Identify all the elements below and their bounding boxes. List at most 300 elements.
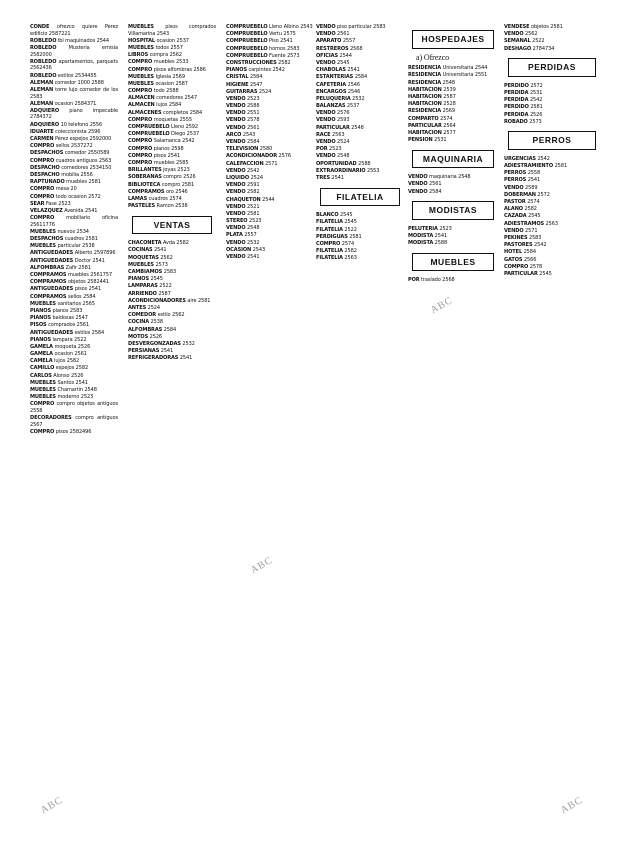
ad-text: torre lujo comedor de los 2583	[30, 86, 118, 100]
ad-keyword: MUEBLES	[30, 300, 56, 307]
ad-entry	[128, 348, 216, 355]
ad-keyword: FILATELIA	[316, 226, 343, 233]
ad-text: Universitaria 2544	[442, 65, 488, 72]
ad-entry	[316, 60, 404, 67]
ad-entry	[128, 182, 216, 189]
ad-entry	[316, 53, 404, 60]
ad-text: completos 2584	[163, 109, 203, 116]
ad-keyword: CHAQUETON	[226, 196, 261, 203]
ad-text: compro 2526	[163, 174, 196, 181]
ad-text: Doctor 2541	[74, 257, 105, 264]
ad-entry	[30, 186, 118, 193]
ad-entry	[316, 31, 404, 38]
ad-text: 2588	[434, 240, 448, 247]
ad-keyword: VENDO	[226, 124, 246, 131]
ad-entry	[504, 249, 600, 256]
ad-keyword: DESVERGONZADAS	[128, 340, 181, 347]
ad-text: carpintes 2542	[248, 67, 285, 74]
ad-keyword: VENDO	[316, 117, 336, 124]
ad-keyword: PERDIDO	[504, 82, 529, 89]
ad-keyword: VENDO	[226, 103, 246, 110]
ad-text: 2531	[529, 89, 543, 96]
ad-entry	[316, 146, 404, 153]
ad-entry	[316, 67, 404, 74]
ad-text: Ibi maquinados 2544	[57, 37, 110, 44]
ad-text: Vertu 2575	[269, 31, 296, 38]
ad-text: lujos 2584	[156, 102, 182, 109]
ad-entry	[30, 208, 118, 215]
ad-keyword: ADIESTRAMIENTO	[504, 163, 554, 170]
ad-text: 2551	[247, 110, 260, 117]
ad-keyword: MUEBLES	[128, 44, 154, 51]
ad-entry	[226, 189, 314, 196]
ad-text: pisos 2582496	[55, 428, 92, 435]
ad-text: 2541	[527, 177, 541, 184]
ad-keyword: CALEFACCION	[226, 160, 264, 167]
ad-text: 2577	[443, 129, 456, 136]
ad-entry	[30, 308, 118, 315]
ad-keyword: OCASION	[226, 246, 252, 253]
ad-keyword: COMPRO	[128, 59, 153, 66]
ad-text: 2522	[344, 226, 357, 233]
ad-keyword: MUEBLES	[30, 387, 56, 393]
watermark: ABC	[558, 794, 585, 817]
ad-text: 2544	[339, 52, 352, 59]
ad-entry	[128, 67, 216, 74]
ad-entry	[30, 101, 118, 108]
ad-entry	[128, 341, 216, 348]
ad-keyword: ROBLEDO	[30, 72, 57, 79]
ad-keyword: COCINAS	[128, 247, 153, 254]
ad-text: comedor 1000 2588	[54, 79, 104, 86]
ad-text: 2548	[351, 124, 364, 131]
ad-keyword: MUEBLES	[30, 243, 56, 250]
ad-text: nuevos 2534	[57, 228, 89, 235]
ad-entry	[226, 103, 314, 110]
ad-entry	[30, 150, 118, 157]
ad-text: pisos 2541	[153, 152, 181, 159]
ad-text: comedores 2534150	[61, 164, 112, 171]
ad-keyword: MUEBLES	[128, 261, 154, 268]
ad-entry	[30, 129, 118, 136]
ad-text: Avenida 2541	[64, 207, 98, 214]
ad-keyword: VENDO	[504, 184, 524, 191]
ad-keyword: VENDO	[226, 210, 246, 217]
ad-keyword: ANTIGUEDADES	[30, 286, 74, 293]
ad-entry	[30, 373, 118, 380]
ad-text: 2581	[349, 233, 362, 240]
ad-entry	[30, 315, 118, 322]
ad-keyword: CONDE	[30, 24, 50, 30]
ad-keyword: COMPRO	[128, 159, 153, 166]
ad-keyword: CONSTRUCCIONES	[226, 59, 277, 66]
ad-entry	[128, 95, 216, 102]
ad-keyword: HOSPITAL	[128, 37, 155, 44]
ad-entry	[30, 243, 118, 250]
ad-entry	[226, 240, 314, 247]
ad-text: maquinaria 2548	[429, 174, 471, 181]
ad-keyword: TELEVISION	[226, 146, 259, 153]
ad-keyword: ADQUIERO	[30, 121, 60, 128]
ad-text: Alonso 2526	[53, 372, 84, 379]
ad-text: aire 2581	[187, 297, 211, 304]
ad-keyword: LAMAS	[128, 195, 148, 202]
ad-text: 2591	[247, 182, 260, 189]
ad-entry	[30, 322, 118, 329]
ad-text: 10 telefono 2556	[60, 121, 103, 128]
ad-keyword: ANTIGUEDADES	[30, 257, 74, 264]
ad-entry	[30, 279, 118, 286]
ad-entry	[226, 247, 314, 254]
ad-text: 2522	[532, 38, 545, 45]
ad-text: 2581	[530, 104, 543, 111]
ad-keyword: CAMELA	[30, 358, 53, 365]
ad-keyword: BLANCO	[316, 212, 339, 219]
ad-keyword: COMEDOR	[128, 312, 157, 319]
ad-text: sanitarios 2565	[57, 300, 95, 307]
ad-text: comedor 2550589	[64, 150, 110, 157]
column-1	[30, 24, 118, 860]
ad-entry	[226, 24, 314, 31]
ad-keyword: RESIDENCIA	[408, 108, 442, 115]
ad-text: Iglesia 2569	[155, 73, 185, 80]
ad-entry	[128, 74, 216, 81]
ad-text: ocasion 2537	[156, 37, 189, 44]
ad-keyword: DESPACHO	[30, 164, 60, 171]
ad-keyword: ANTES	[128, 304, 147, 311]
ad-entry	[128, 276, 216, 283]
ad-entry	[408, 72, 498, 79]
ad-entry	[128, 312, 216, 319]
ad-text: 2561	[337, 31, 350, 38]
ad-text: pianos 2583	[52, 307, 83, 314]
ad-text: 2544	[262, 196, 275, 203]
ad-entry	[30, 358, 118, 365]
ad-text: 2571	[525, 227, 538, 234]
ad-entry	[226, 96, 314, 103]
ad-keyword: ADQUIERO	[30, 107, 60, 114]
ad-entry	[30, 158, 118, 165]
ad-entry	[128, 203, 216, 210]
ad-keyword: ALMACEN	[128, 102, 155, 109]
ad-entry	[128, 52, 216, 59]
ad-keyword: DESHAGO	[504, 45, 532, 52]
ad-keyword: CAMBIAMOS	[128, 269, 163, 276]
ad-keyword: MUEBLES	[128, 73, 154, 80]
ad-keyword: ANTIGUEDADES	[30, 250, 74, 257]
ad-keyword: HABITACION	[408, 86, 442, 93]
section-heading: HOSPEDAJES	[412, 30, 494, 49]
ad-entry	[316, 110, 404, 117]
ad-keyword: ENCARGOS	[316, 88, 347, 95]
ad-keyword: VENDO	[316, 24, 336, 30]
ad-entry	[226, 117, 314, 124]
ad-keyword: PENSION	[408, 137, 433, 144]
ad-entry	[316, 153, 404, 160]
ad-text: 2561	[247, 124, 260, 131]
ad-keyword: ARCO	[226, 131, 242, 138]
ad-entry	[226, 197, 314, 204]
ad-keyword: COMPRO	[128, 66, 153, 73]
ad-keyword: MODISTA	[408, 240, 434, 247]
ad-text: lujos 2582	[54, 358, 80, 365]
ad-keyword: PERDIDO	[504, 104, 529, 111]
ad-keyword: VENDO	[226, 239, 246, 246]
ad-entry	[30, 286, 118, 293]
ad-text: 2557	[342, 38, 356, 45]
ad-entry	[128, 102, 216, 109]
ad-keyword: PELUQUERIA	[316, 95, 351, 102]
ad-entry	[408, 233, 498, 240]
ad-text: 2541	[347, 67, 360, 74]
ad-text: todo 2588	[153, 88, 179, 95]
ad-keyword: LAMPARAS	[128, 283, 158, 290]
ad-entry	[30, 136, 118, 143]
ad-text: Piso 2541	[269, 38, 293, 45]
ad-entry	[408, 116, 498, 123]
ad-entry	[316, 96, 404, 103]
ad-text: 2526	[529, 111, 543, 118]
ad-keyword: PIANOS	[30, 315, 51, 322]
ad-keyword: PERSIANAS	[128, 348, 160, 355]
ad-text: moderno 2523	[57, 394, 94, 401]
ad-entry	[30, 337, 118, 344]
ad-text: Lleno Albino 2543	[269, 24, 313, 30]
ad-keyword: ADIESTRAMOS	[504, 220, 545, 227]
ad-keyword: ARRIENDO	[128, 290, 157, 297]
ad-text: 2582	[278, 59, 291, 66]
column-2	[128, 24, 216, 860]
section-heading: MAQUINARIA	[412, 150, 494, 169]
ad-entry	[30, 59, 118, 72]
ad-entry	[226, 46, 314, 53]
ad-entry	[30, 351, 118, 358]
ad-keyword: VENDO	[316, 59, 336, 66]
ad-text: 2576	[278, 153, 291, 160]
ad-keyword: BRILLANTES	[128, 167, 162, 174]
ad-keyword: PERDIDA	[504, 111, 529, 118]
ad-entry	[316, 82, 404, 89]
ad-entry	[226, 110, 314, 117]
ad-text: 2562	[160, 254, 173, 261]
ad-entry	[226, 38, 314, 45]
ad-text: 2574	[341, 240, 355, 247]
ad-entry	[226, 218, 314, 225]
ad-text: 2532	[352, 95, 365, 102]
ad-text: moquetas 2555	[153, 116, 192, 123]
ad-entry	[226, 254, 314, 261]
ad-entry	[128, 269, 216, 276]
ad-entry	[504, 46, 600, 53]
ad-keyword: MODISTA	[408, 233, 434, 239]
ad-entry	[30, 301, 118, 308]
ad-entry	[408, 65, 498, 72]
ad-keyword: VENDO	[316, 139, 336, 145]
ad-keyword: PERDIGUAS	[316, 233, 348, 240]
ad-entry	[408, 240, 498, 247]
ad-text: 2545	[340, 212, 353, 219]
ad-keyword: COMPRO	[30, 186, 55, 193]
ad-keyword: VENDO	[226, 167, 246, 174]
ad-entry	[504, 199, 600, 206]
ad-text: 2578	[247, 117, 260, 124]
ad-entry	[226, 161, 314, 168]
ad-text: traslado 2568	[421, 277, 455, 284]
ad-text: 2524	[258, 88, 272, 95]
ad-entry	[316, 117, 404, 124]
section-heading: PERROS	[508, 131, 596, 150]
ad-entry	[226, 168, 314, 175]
ad-text: 2784734	[532, 45, 555, 52]
ad-text: pisos alfombras 2586	[153, 66, 206, 73]
ad-entry	[128, 262, 216, 269]
ad-entry	[128, 334, 216, 341]
ad-keyword: VELAZQUEZ	[30, 207, 63, 214]
ad-keyword: PISOS	[30, 322, 47, 329]
ad-keyword: DOBERMAN	[504, 191, 536, 198]
ad-keyword: MUEBLES	[30, 379, 56, 386]
ad-text: 2593	[337, 117, 350, 124]
ad-entry	[316, 139, 404, 146]
ad-entry	[128, 59, 216, 66]
ad-keyword: HABITACION	[408, 101, 442, 108]
ad-text: 2545	[539, 270, 552, 277]
ad-entry	[408, 80, 498, 87]
ad-keyword: ESTANTERIAS	[316, 74, 354, 81]
ad-text: pianos 2598	[153, 145, 184, 152]
ad-text: 2542	[247, 167, 260, 174]
ad-text: Diego 2537	[171, 131, 200, 138]
ad-entry	[408, 94, 498, 101]
ad-entry	[128, 305, 216, 312]
ad-text: 2541	[331, 174, 344, 181]
ad-keyword: BIBLIOTECA	[128, 181, 161, 188]
ad-entry	[226, 182, 314, 189]
ad-text: sellos 2584	[67, 293, 96, 300]
ad-keyword: RAPTUNADO	[30, 179, 65, 186]
ad-text: 2573	[155, 261, 168, 268]
ad-entry	[504, 112, 600, 119]
ad-keyword: URGENCIAS	[504, 155, 536, 162]
ad-entry	[128, 131, 216, 138]
ad-entry	[30, 165, 118, 172]
ad-entry	[408, 137, 498, 144]
ad-text: 2583	[528, 234, 542, 241]
ad-entry	[226, 67, 314, 74]
ad-text: 2541	[154, 247, 167, 254]
ad-keyword: STEREO	[226, 218, 248, 225]
ad-text: cuadros 2574	[148, 195, 182, 202]
watermark: ABC	[248, 554, 275, 577]
ad-text: Fuente 2573	[269, 52, 300, 59]
ad-text: 2589	[525, 184, 538, 191]
ad-entry	[316, 241, 404, 248]
ad-keyword: PARTICULAR	[316, 124, 350, 131]
ad-entry	[128, 291, 216, 298]
ad-keyword: MUEBLES	[30, 394, 56, 401]
ad-keyword: RESTREROS	[316, 45, 349, 52]
ad-text: compro antiguos 2567	[30, 415, 118, 428]
ad-entry	[504, 170, 600, 177]
ad-keyword: PASTELES	[128, 203, 156, 210]
ad-text: 2545	[150, 276, 163, 283]
ad-keyword: COMPRAMOS	[30, 272, 67, 278]
ad-keyword: VENDO	[316, 110, 336, 117]
ad-entry	[30, 38, 118, 45]
ad-keyword: COMPRUEBELO	[226, 24, 268, 30]
ad-text: Alberto 2597896	[74, 250, 116, 257]
ad-text: 2541	[179, 355, 193, 362]
ad-text: 2584	[523, 249, 536, 256]
ad-keyword: CRISTAL	[226, 74, 249, 81]
ad-entry	[316, 175, 404, 182]
ad-keyword: FILATELIA	[316, 248, 343, 255]
ad-entry	[226, 89, 314, 96]
column-5	[408, 24, 498, 860]
ad-entry	[128, 38, 216, 45]
ad-text: muebles 2581	[66, 179, 101, 186]
ad-keyword: SOBERANAS	[128, 174, 162, 181]
ad-entry	[128, 319, 216, 326]
ad-entry	[504, 177, 600, 184]
ad-entry	[316, 103, 404, 110]
ad-text: 2574	[527, 199, 540, 205]
ad-text: 2523	[439, 225, 452, 232]
ad-keyword: TRES	[316, 174, 330, 181]
ad-keyword: COMPARTO	[408, 115, 439, 122]
ad-text: 2522	[159, 283, 172, 290]
ad-keyword: HABITACION	[408, 93, 442, 100]
ad-entry	[316, 161, 404, 168]
ad-text: 2541	[247, 254, 260, 260]
ad-text: 2582	[247, 189, 260, 196]
ad-text: Universitaria 2551	[442, 72, 488, 79]
ad-text: ofrezco quiere Pérez edificio 2587221	[30, 24, 118, 37]
ad-text: 2584	[354, 74, 368, 81]
ad-keyword: MOTOS	[128, 333, 149, 340]
ad-entry	[128, 298, 216, 305]
ad-entry	[408, 181, 498, 188]
ad-keyword: OPORTUNIDAD	[316, 160, 357, 167]
ad-text: ocasion 2561	[54, 351, 87, 358]
ad-text: 2587	[443, 93, 456, 100]
ad-text: 2545	[337, 59, 350, 66]
ad-keyword: RACE	[316, 131, 331, 138]
ad-keyword: VENDO	[226, 139, 246, 145]
ad-entry	[504, 235, 600, 242]
ad-keyword: ANTIGUEDADES	[30, 329, 74, 336]
ad-entry	[30, 194, 118, 201]
ad-entry	[316, 46, 404, 53]
ad-text: pisos 2541	[74, 286, 102, 293]
ad-keyword: VENDO	[316, 31, 336, 38]
ad-keyword: POR	[316, 146, 328, 153]
ad-keyword: PEKINES	[504, 234, 528, 241]
ad-entry	[30, 87, 118, 100]
ad-entry	[226, 225, 314, 232]
ad-text: 2583	[163, 269, 177, 276]
ad-text: mobilia 2556	[61, 171, 93, 178]
ad-keyword: PERROS	[504, 170, 527, 177]
ad-keyword: ALFOMBRAS	[30, 264, 65, 271]
ad-keyword: COMPRUEBELO	[226, 31, 268, 38]
ad-entry	[30, 250, 118, 257]
ad-entry	[30, 45, 118, 58]
ad-text: 2553	[366, 167, 380, 174]
ad-text: oro 2546	[165, 188, 188, 195]
ad-text: compra 2562	[149, 52, 182, 59]
ad-entry	[316, 248, 404, 255]
